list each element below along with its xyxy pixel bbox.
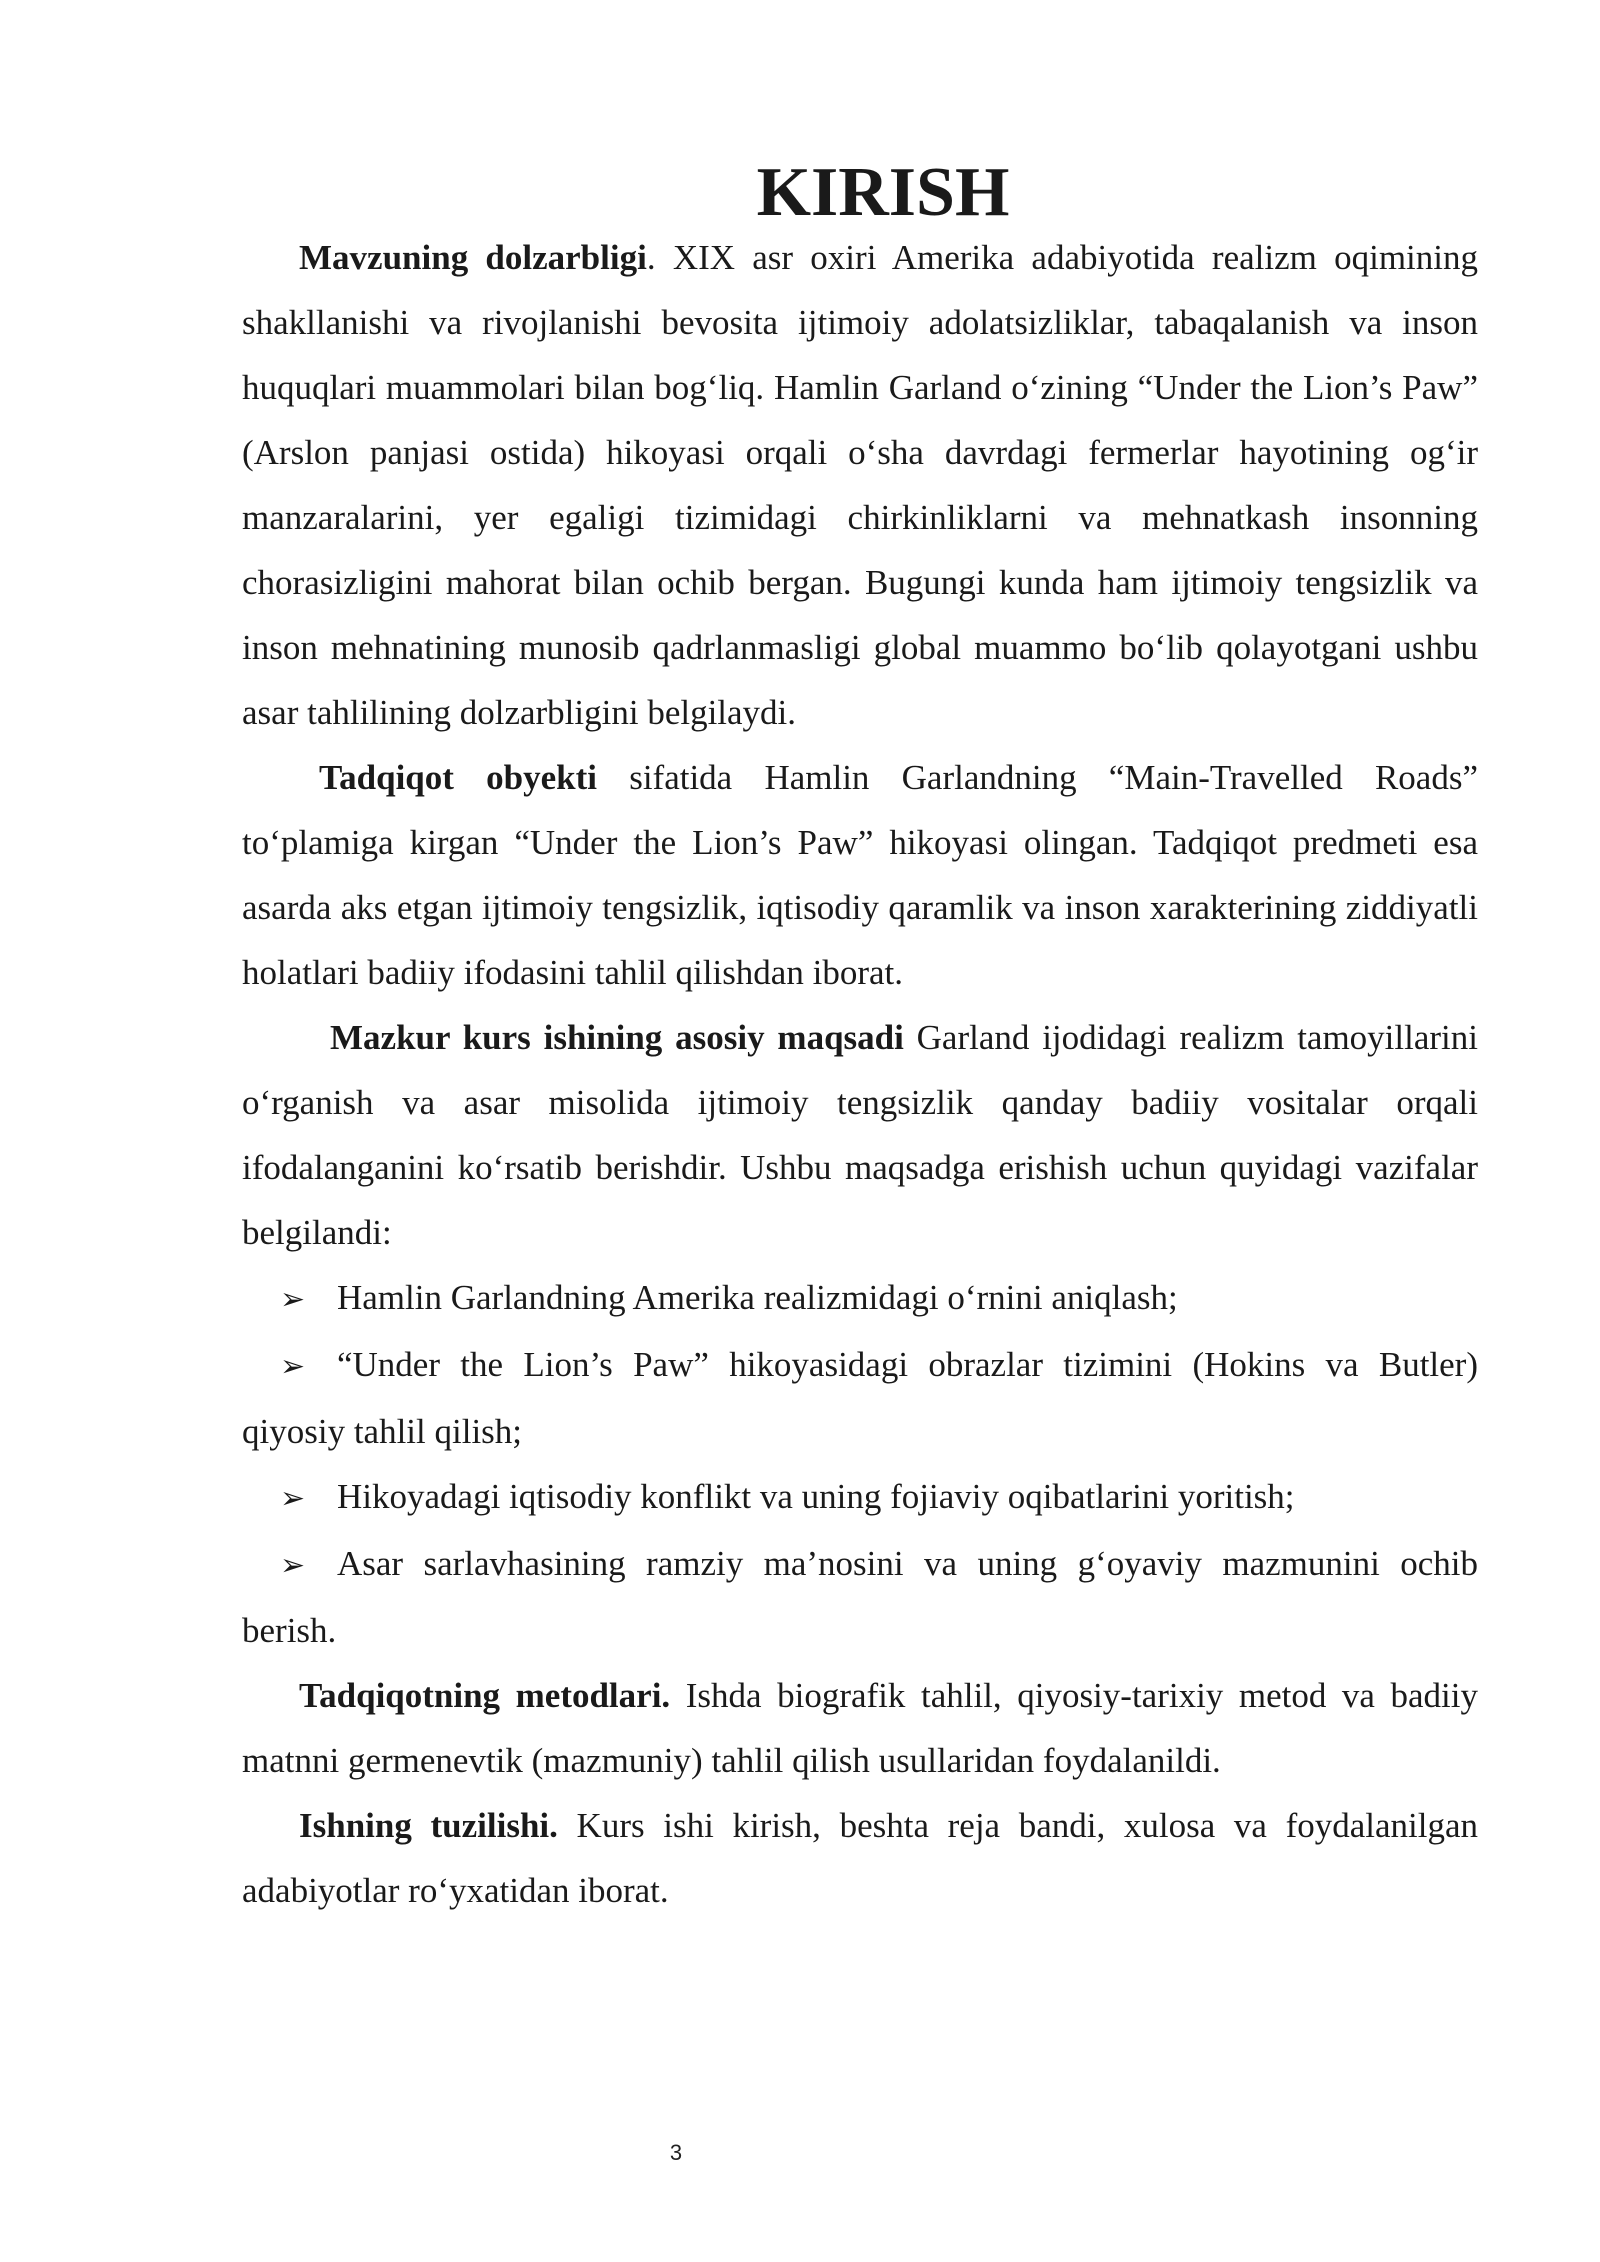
task-item [242, 1265, 1478, 1332]
task-item [242, 1332, 1478, 1464]
paragraph-goal [242, 1005, 1478, 1265]
paragraph-text: Garland ijodidagi realizm tamoyillarini o‘rganish va asar misolida ijtimoiy tengsizlik qanday badiiy vositalar orqali ifodalanganini ko‘rsatib berishdir. Ushbu maqsadga erishish uchun quyidagi vazifalar belgilandi: [242, 1018, 1478, 1252]
task-text: Asar sarlavhasining ramziy ma’nosini va uning g‘oyaviy mazmunini ochib berish. [242, 1544, 1478, 1650]
paragraph-structure [242, 1793, 1478, 1923]
arrow-bullet-icon: ➢ [280, 1349, 306, 1384]
paragraph-methods [242, 1663, 1478, 1793]
paragraph-object [242, 745, 1478, 1005]
paragraph-text: Kurs ishi kirish, beshta reja bandi, xulosa va foydalanilgan adabiyotlar ro‘yxatidan iborat. [242, 1806, 1479, 1910]
paragraph-lead: Tadqiqot obyekti [319, 758, 597, 797]
paragraph-lead: Mazkur kurs ishining asosiy maqsadi [330, 1018, 904, 1057]
arrow-bullet-icon: ➢ [280, 1282, 306, 1317]
arrow-bullet-icon: ➢ [280, 1548, 306, 1583]
paragraph-relevance [242, 225, 1478, 745]
paragraph-lead: Ishning tuzilishi. [299, 1806, 558, 1845]
task-text: Hamlin Garlandning Amerika realizmidagi o‘rnini aniqlash; [337, 1278, 1178, 1317]
page-title: KIRISH [756, 154, 1010, 231]
task-text: Hikoyadagi iqtisodiy konflikt va uning fojiaviy oqibatlarini yoritish; [337, 1477, 1295, 1516]
page-content [242, 154, 1479, 1923]
paragraph-text: . XIX asr oxiri Amerika adabiyotida realizm oqimining shakllanishi va rivojlanishi bevosita ijtimoiy adolatsizliklar, tabaqalanish va inson huquqlari muammolari bilan bog‘liq. Hamlin Garland o‘zining “Under the Lion’s Paw” (Arslon panjasi ostida) hikoyasi orqali o‘sha davrdagi fermerlar hayotining og‘ir manzaralarini, yer egaligi tizimidagi chirkinliklarni va mehnatkash insonning chorasizligini mahorat bilan ochib bergan. Bugungi kunda ham ijtimoiy tengsizlik va inson mehnatining munosib qadrlanmasligi global muammo bo‘lib qolayotgani ushbu asar tahlilining dolzarbligini belgilaydi. [242, 238, 1478, 732]
paragraph-lead: Tadqiqotning metodlari. [299, 1676, 671, 1715]
task-item [242, 1464, 1478, 1531]
paragraph-text: sifatida Hamlin Garlandning “Main-Travelled Roads” to‘plamiga kirgan “Under the Lion’s Paw” hikoyasi olingan. Tadqiqot predmeti esa asarda aks etgan ijtimoiy tengsizlik, iqtisodiy qaramlik va inson xarakterining ziddiyatli holatlari badiiy ifodasini tahlil qilishdan iborat. [242, 758, 1478, 992]
task-item [242, 1531, 1478, 1663]
page-number: 3 [669, 2140, 683, 2165]
task-text: “Under the Lion’s Paw” hikoyasidagi obrazlar tizimini (Hokins va Butler) qiyosiy tahlil qilish; [242, 1345, 1478, 1451]
arrow-bullet-icon: ➢ [280, 1481, 306, 1516]
paragraph-text: Ishda biografik tahlil, qiyosiy-tarixiy metod va badiiy matnni germenevtik (mazmuniy) tahlil qilish usullaridan foydalanildi. [242, 1676, 1478, 1780]
paragraph-lead: Mavzuning dolzarbligi [299, 238, 647, 277]
